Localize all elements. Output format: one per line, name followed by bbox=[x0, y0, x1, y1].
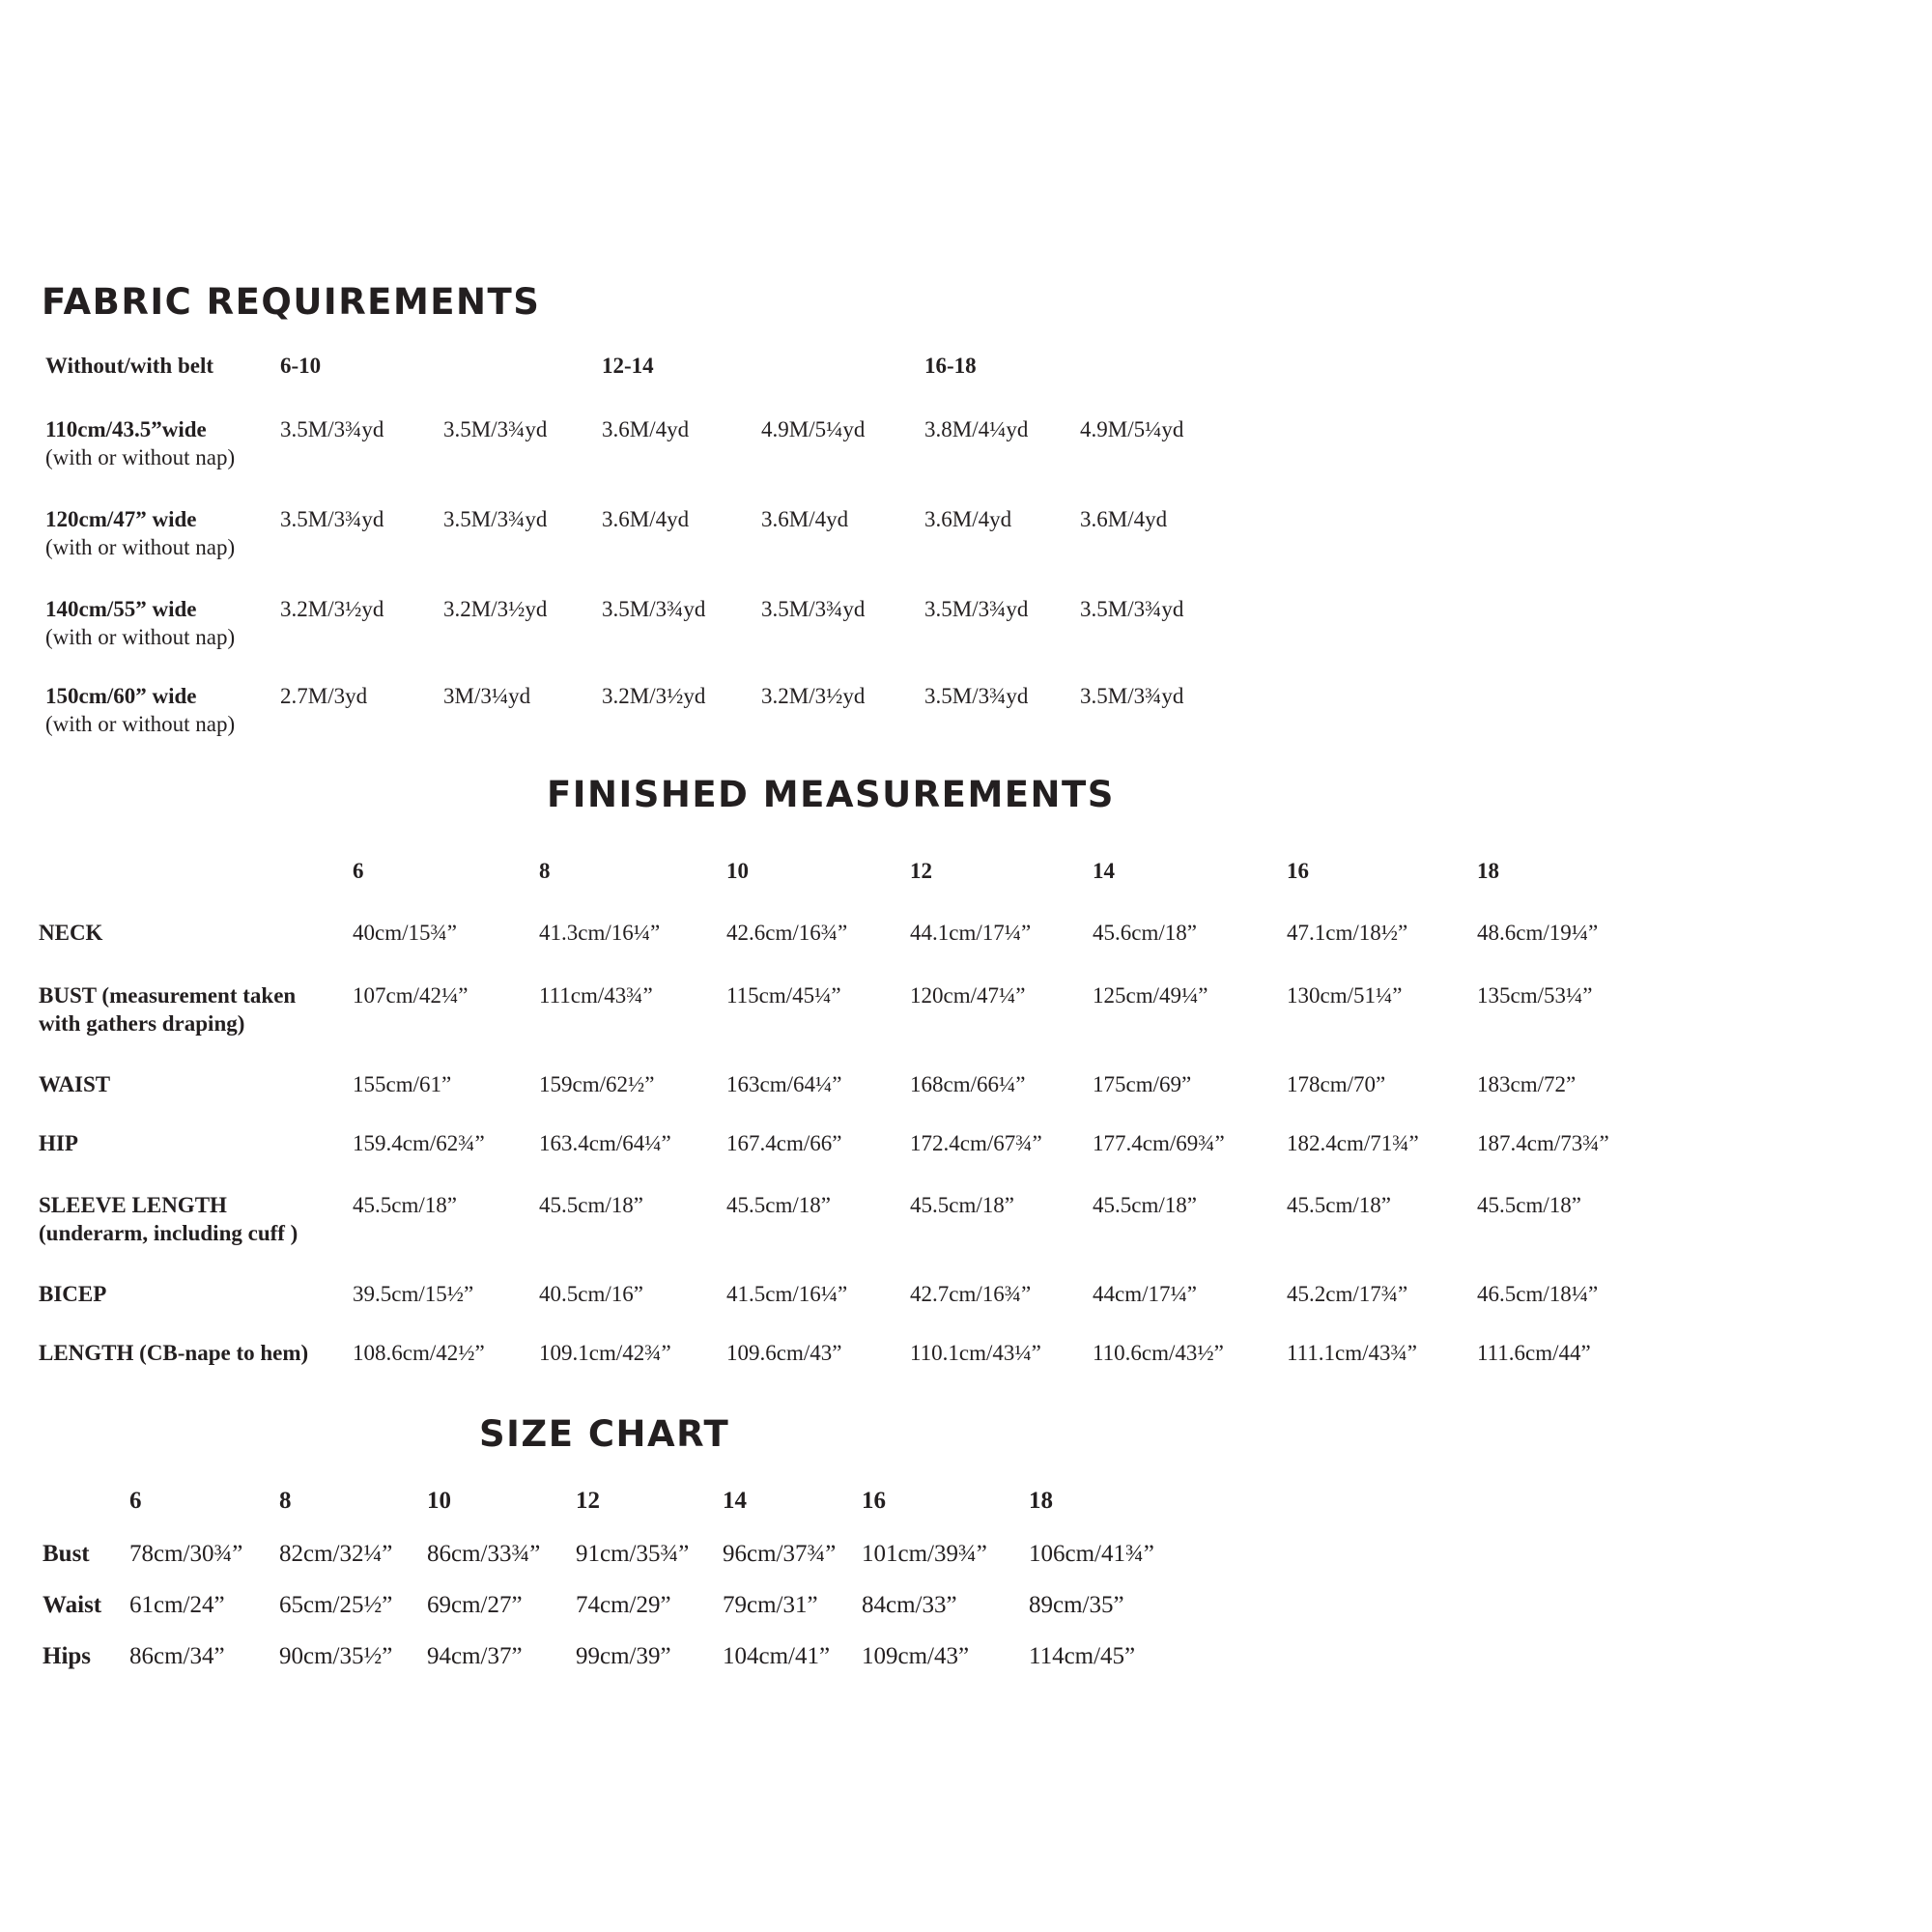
finished-value: 110.1cm/43¼” bbox=[910, 1341, 1041, 1365]
finished-value: 40cm/15¾” bbox=[353, 921, 457, 945]
fabric-value: 3.2M/3½yd bbox=[443, 597, 548, 621]
size-chart-row-label: Bust bbox=[43, 1541, 90, 1567]
finished-value: 41.5cm/16¼” bbox=[726, 1282, 848, 1306]
size-chart-title: SIZE CHART bbox=[479, 1413, 730, 1455]
finished-value: 108.6cm/42½” bbox=[353, 1341, 485, 1365]
finished-size-header: 6 bbox=[353, 859, 364, 883]
finished-value: 120cm/47¼” bbox=[910, 983, 1026, 1008]
fabric-row-label: 120cm/47” wide (with or without nap) bbox=[45, 507, 236, 559]
finished-value: 155cm/61” bbox=[353, 1072, 452, 1096]
fabric-size-group: 16-18 bbox=[924, 354, 977, 378]
finished-row-label: BICEP bbox=[39, 1282, 107, 1306]
size-chart-value: 96cm/37¾” bbox=[723, 1541, 837, 1567]
size-chart-value: 104cm/41” bbox=[723, 1643, 831, 1669]
size-chart-value: 109cm/43” bbox=[862, 1643, 970, 1669]
size-chart-value: 99cm/39” bbox=[576, 1643, 671, 1669]
fabric-value: 3.6M/4yd bbox=[602, 507, 690, 531]
fabric-value: 3.8M/4¼yd bbox=[924, 417, 1029, 441]
finished-value: 107cm/42¼” bbox=[353, 983, 469, 1008]
finished-row-label: SLEEVE LENGTH (underarm, including cuff ) bbox=[39, 1193, 298, 1245]
fabric-value: 3.6M/4yd bbox=[761, 507, 849, 531]
size-chart-size-header: 16 bbox=[862, 1488, 886, 1514]
finished-value: 46.5cm/18¼” bbox=[1477, 1282, 1599, 1306]
size-chart-value: 74cm/29” bbox=[576, 1592, 671, 1618]
finished-value: 135cm/53¼” bbox=[1477, 983, 1593, 1008]
fabric-value: 3.5M/3¾yd bbox=[924, 597, 1029, 621]
fabric-value: 3.5M/3¾yd bbox=[761, 597, 866, 621]
size-chart-size-header: 10 bbox=[427, 1488, 451, 1514]
fabric-value: 3.5M/3¾yd bbox=[1080, 597, 1184, 621]
finished-row-label: BUST (measurement taken with gathers draping) bbox=[39, 983, 297, 1036]
size-chart-value: 106cm/41¾” bbox=[1029, 1541, 1154, 1567]
finished-row-label: WAIST bbox=[39, 1072, 111, 1096]
finished-value: 45.5cm/18” bbox=[353, 1193, 457, 1217]
fabric-value: 3.2M/3½yd bbox=[280, 597, 384, 621]
finished-value: 45.5cm/18” bbox=[910, 1193, 1014, 1217]
fabric-value: 3.6M/4yd bbox=[602, 417, 690, 441]
finished-value: 111cm/43¾” bbox=[539, 983, 653, 1008]
fabric-value: 3.5M/3¾yd bbox=[924, 684, 1029, 708]
finished-value: 115cm/45¼” bbox=[726, 983, 841, 1008]
size-chart-value: 78cm/30¾” bbox=[129, 1541, 243, 1567]
finished-size-header: 8 bbox=[539, 859, 551, 883]
finished-value: 109.6cm/43” bbox=[726, 1341, 842, 1365]
finished-value: 44.1cm/17¼” bbox=[910, 921, 1032, 945]
size-chart-size-header: 14 bbox=[723, 1488, 747, 1514]
finished-value: 45.6cm/18” bbox=[1093, 921, 1197, 945]
finished-value: 40.5cm/16” bbox=[539, 1282, 643, 1306]
size-chart-row-label: Hips bbox=[43, 1643, 92, 1669]
finished-value: 45.2cm/17¾” bbox=[1287, 1282, 1408, 1306]
size-chart-size-header: 18 bbox=[1029, 1488, 1053, 1514]
finished-value: 175cm/69” bbox=[1093, 1072, 1192, 1096]
finished-value: 42.6cm/16¾” bbox=[726, 921, 848, 945]
size-chart-value: 114cm/45” bbox=[1029, 1643, 1136, 1669]
finished-value: 48.6cm/19¼” bbox=[1477, 921, 1599, 945]
finished-value: 177.4cm/69¾” bbox=[1093, 1131, 1225, 1155]
fabric-value: 3.5M/3¾yd bbox=[280, 507, 384, 531]
fabric-requirements-title: FABRIC REQUIREMENTS bbox=[42, 281, 541, 323]
fabric-value: 3M/3¼yd bbox=[443, 684, 531, 708]
finished-value: 159.4cm/62¾” bbox=[353, 1131, 485, 1155]
fabric-size-group: 12-14 bbox=[602, 354, 654, 378]
finished-value: 42.7cm/16¾” bbox=[910, 1282, 1032, 1306]
fabric-size-group: 6-10 bbox=[280, 354, 322, 378]
finished-value: 109.1cm/42¾” bbox=[539, 1341, 671, 1365]
fabric-value: 3.5M/3¾yd bbox=[443, 417, 548, 441]
size-chart-value: 79cm/31” bbox=[723, 1592, 818, 1618]
size-chart-value: 69cm/27” bbox=[427, 1592, 523, 1618]
finished-value: 130cm/51¼” bbox=[1287, 983, 1403, 1008]
finished-value: 172.4cm/67¾” bbox=[910, 1131, 1042, 1155]
finished-value: 178cm/70” bbox=[1287, 1072, 1386, 1096]
finished-value: 187.4cm/73¾” bbox=[1477, 1131, 1609, 1155]
fabric-row-label: 140cm/55” wide (with or without nap) bbox=[45, 597, 236, 649]
finished-size-header: 10 bbox=[726, 859, 749, 883]
fabric-corner-label: Without/with belt bbox=[45, 354, 214, 378]
size-chart-value: 65cm/25½” bbox=[279, 1592, 393, 1618]
fabric-row-label: 110cm/43.5”wide (with or without nap) bbox=[45, 417, 236, 469]
finished-value: 47.1cm/18½” bbox=[1287, 921, 1408, 945]
finished-value: 183cm/72” bbox=[1477, 1072, 1577, 1096]
size-chart-value: 91cm/35¾” bbox=[576, 1541, 690, 1567]
size-chart-value: 89cm/35” bbox=[1029, 1592, 1124, 1618]
finished-value: 111.1cm/43¾” bbox=[1287, 1341, 1417, 1365]
finished-value: 39.5cm/15½” bbox=[353, 1282, 474, 1306]
fabric-value: 3.5M/3¾yd bbox=[443, 507, 548, 531]
fabric-value: 3.5M/3¾yd bbox=[602, 597, 706, 621]
fabric-value: 4.9M/5¼yd bbox=[1080, 417, 1184, 441]
finished-value: 110.6cm/43½” bbox=[1093, 1341, 1224, 1365]
fabric-row-label: 150cm/60” wide (with or without nap) bbox=[45, 684, 236, 736]
finished-value: 45.5cm/18” bbox=[539, 1193, 643, 1217]
finished-value: 125cm/49¼” bbox=[1093, 983, 1208, 1008]
fabric-value: 3.6M/4yd bbox=[1080, 507, 1168, 531]
size-chart-value: 61cm/24” bbox=[129, 1592, 225, 1618]
finished-size-header: 14 bbox=[1093, 859, 1115, 883]
finished-row-label: HIP bbox=[39, 1131, 78, 1155]
finished-row-label: NECK bbox=[39, 921, 103, 945]
finished-value: 45.5cm/18” bbox=[726, 1193, 831, 1217]
finished-size-header: 12 bbox=[910, 859, 932, 883]
fabric-value: 3.2M/3½yd bbox=[761, 684, 866, 708]
finished-size-header: 18 bbox=[1477, 859, 1499, 883]
size-chart-size-header: 8 bbox=[279, 1488, 292, 1514]
finished-value: 45.5cm/18” bbox=[1287, 1193, 1391, 1217]
fabric-value: 4.9M/5¼yd bbox=[761, 417, 866, 441]
finished-value: 168cm/66¼” bbox=[910, 1072, 1026, 1096]
size-chart-size-header: 6 bbox=[129, 1488, 142, 1514]
finished-value: 111.6cm/44” bbox=[1477, 1341, 1591, 1365]
size-chart-value: 82cm/32¼” bbox=[279, 1541, 393, 1567]
size-chart-value: 86cm/34” bbox=[129, 1643, 225, 1669]
finished-value: 41.3cm/16¼” bbox=[539, 921, 661, 945]
finished-size-header: 16 bbox=[1287, 859, 1309, 883]
size-chart-row-label: Waist bbox=[43, 1592, 102, 1618]
finished-row-label: LENGTH (CB-nape to hem) bbox=[39, 1341, 309, 1365]
finished-value: 167.4cm/66” bbox=[726, 1131, 842, 1155]
finished-value: 182.4cm/71¾” bbox=[1287, 1131, 1419, 1155]
fabric-value: 3.6M/4yd bbox=[924, 507, 1012, 531]
size-chart-value: 86cm/33¾” bbox=[427, 1541, 541, 1567]
fabric-value: 3.5M/3¾yd bbox=[1080, 684, 1184, 708]
finished-value: 44cm/17¼” bbox=[1093, 1282, 1197, 1306]
finished-value: 163cm/64¼” bbox=[726, 1072, 842, 1096]
size-chart-value: 90cm/35½” bbox=[279, 1643, 393, 1669]
finished-value: 159cm/62½” bbox=[539, 1072, 655, 1096]
size-chart-value: 101cm/39¾” bbox=[862, 1541, 987, 1567]
fabric-value: 2.7M/3yd bbox=[280, 684, 368, 708]
finished-value: 163.4cm/64¼” bbox=[539, 1131, 671, 1155]
finished-measurements-title: FINISHED MEASUREMENTS bbox=[547, 774, 1115, 815]
fabric-value: 3.2M/3½yd bbox=[602, 684, 706, 708]
size-chart-value: 94cm/37” bbox=[427, 1643, 523, 1669]
finished-value: 45.5cm/18” bbox=[1093, 1193, 1197, 1217]
size-chart-size-header: 12 bbox=[576, 1488, 600, 1514]
finished-value: 45.5cm/18” bbox=[1477, 1193, 1581, 1217]
fabric-value: 3.5M/3¾yd bbox=[280, 417, 384, 441]
size-chart-value: 84cm/33” bbox=[862, 1592, 957, 1618]
